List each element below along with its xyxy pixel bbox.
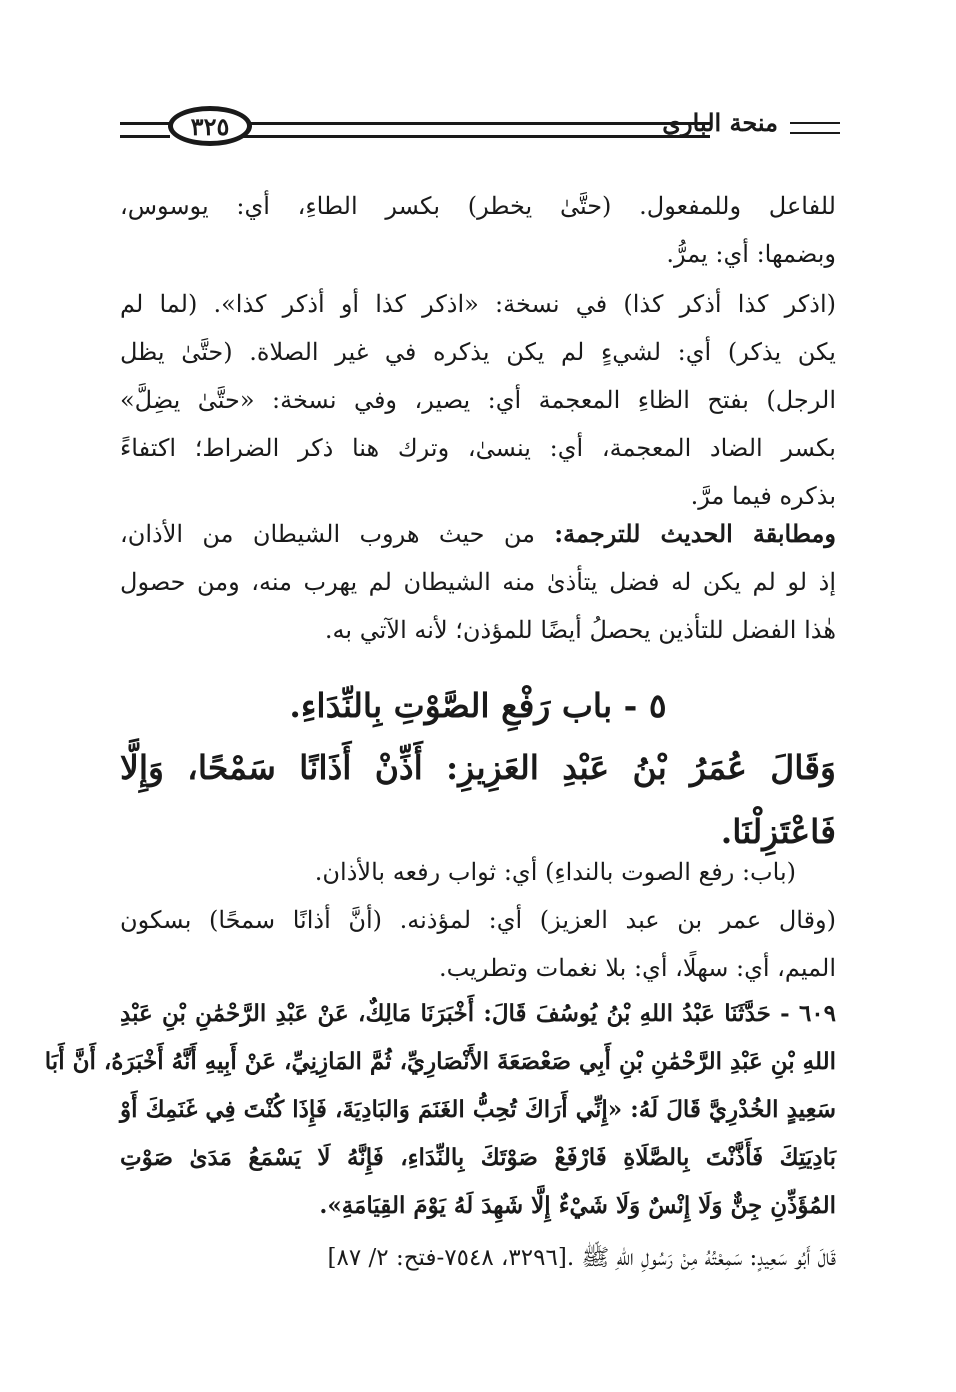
- page-header: [120, 100, 840, 160]
- text-line: بكسر الضاد المعجمة، أي: ينسىٰ، وترك هنا ذكر الضراط؛ اكتفاءً: [120, 434, 836, 462]
- paragraph-3: [120, 510, 836, 654]
- header-rule-tail: [120, 122, 170, 138]
- paragraph-lead: ومطابقة الحديث للترجمة:: [554, 519, 836, 548]
- quote-line: فَاعْتَزِلْنَا.: [720, 812, 836, 851]
- hadith-line: بَادِيَتِكَ فَأَذَّنْتَ بِالصَّلَاةِ فَارْفَعْ صَوْتَكَ بِالنِّدَاءِ، فَإِنَّهُ لَا يَسْمَعُ مَدَىٰ صَوْتِ: [120, 1144, 836, 1171]
- text-line: [120, 510, 836, 558]
- chapter-quote: [120, 736, 836, 864]
- paragraph-1: [120, 182, 836, 278]
- header-rule: [240, 122, 710, 138]
- hadith-text: [44, 990, 836, 1230]
- book-title: منحة الباري: [662, 108, 778, 137]
- hadith-line: المُؤَذِّنِ جِنٌّ وَلَا إِنْسٌ وَلَا شَيْءٌ إِلَّا شَهِدَ لَهُ يَوْمَ القِيَامَةِ».: [319, 1192, 836, 1219]
- text-line: (اذكر كذا أذكر كذا) في نسخة: «اذكر كذا أو أذكر كذا». (لما لم: [120, 290, 836, 318]
- commentary: [120, 848, 836, 992]
- text-line: يكن يذكر) أي: لشيءٍ لم يكن يذكره في غير الصلاة. (حتَّىٰ يظل: [120, 338, 836, 366]
- text-line: (باب: رفع الصوت بالنداءِ) أي: ثواب رفعه بالأذان.: [314, 858, 796, 886]
- hadith-line: ٦٠٩ - حَدَّثَنَا عَبْدُ اللهِ بْنُ يُوسُفَ قَالَ: أَخْبَرَنَا مَالِكٌ، عَنْ عَبْدِ الرَّحْمَٰنِ بْنِ عَبْدِ: [120, 1000, 836, 1027]
- paragraph-2: [120, 280, 836, 520]
- reference-line: قَالَ أَبُو سَعِيدٍ: سَمِعْتُهُ مِنْ رَسُولِ اللهِ ﷺ .[٣٢٩٦، ٧٥٤٨-فتح: ٢/ ٨٧]: [327, 1245, 836, 1271]
- chapter-heading: ٥ - باب رَفْعِ الصَّوْتِ بِالنِّدَاءِ.: [289, 686, 667, 725]
- hadith-line: سَعِيدٍ الخُدْرِيَّ قَالَ لَهُ: «إِنِّي أَرَاكَ تُحِبُّ الغَنَمَ وَالبَادِيَةَ، فَإِذَا كُنْتَ فِي غَنَمِكَ أَوْ: [120, 1096, 836, 1123]
- text-line: الميم، أي: سهلًا، أي: بلا نغمات وتطريب.: [438, 954, 836, 982]
- text-line: هٰذا الفضل للتأذين يحصلُ أيضًا للمؤذن؛ لأنه الآتي به.: [324, 616, 836, 644]
- text-run: من حيث هروب الشيطان من الأذان،: [120, 520, 555, 548]
- header-ornament-right: [790, 122, 840, 134]
- quote-line: وَقَالَ عُمَرُ بْنُ عَبْدِ العَزِيزِ: أَذِّنْ أَذَانًا سَمْحًا، وَإِلَّا: [120, 748, 836, 787]
- hadith-reference: [120, 1236, 836, 1280]
- hadith-line: اللهِ بْنِ عَبْدِ الرَّحْمَٰنِ بْنِ أَبِي صَعْصَعَةَ الأَنْصَارِيِّ، ثُمَّ المَازِنِيِّ، عَنْ أَبِيهِ أَنَّهُ أَخْبَرَهُ، أَنَّ أَبَا: [44, 1048, 836, 1075]
- text-line: الرجل) بفتح الظاءِ المعجمة أي: يصير، وفي نسخة: «حتَّىٰ يضِلَّ»: [120, 386, 836, 414]
- page-number: ٣٢٥: [168, 106, 252, 146]
- text-line: (وقال عمر بن عبد العزيز) أي: لمؤذنه. (أنَّ أذانًا سمحًا) بسكون: [120, 906, 836, 934]
- text-line: بذكره فيما مرَّ.: [690, 482, 836, 510]
- text-line: وبضمها: أي: يمرُّ.: [666, 240, 836, 268]
- text-line: للفاعل وللمفعول. (حتَّىٰ يخطر) بكسر الطاءِ، أي: يوسوس،: [120, 192, 836, 220]
- text-line: إذ لو لم يكن له فضل يتأذىٰ منه الشيطان لم يهرب منه، ومن حصول: [120, 568, 836, 596]
